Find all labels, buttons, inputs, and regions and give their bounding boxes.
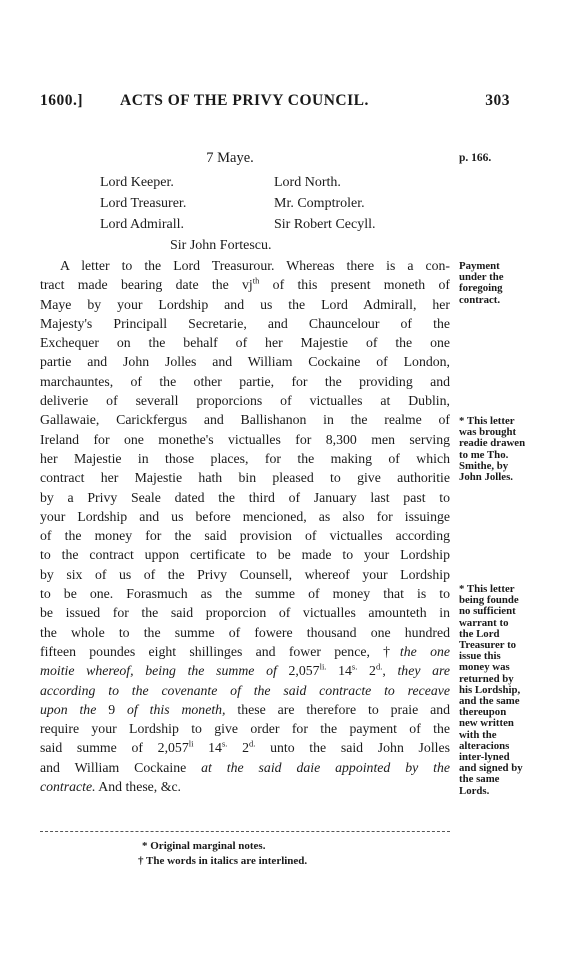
page-reference: p. 166.: [459, 152, 492, 164]
body-line: according to the covenante of the said contracte to receave: [40, 682, 450, 698]
body-line: and William Cockaine at the said daie appointed by the: [40, 759, 450, 775]
body-line: contracte. And these, &c.: [40, 779, 182, 795]
body-line: Gallawaie, Carickfergus and Ballishanon in the realme of: [40, 412, 450, 428]
page-number: 303: [485, 92, 510, 109]
body-line: deliverie of severall proporcions of victualles at Dublin,: [40, 393, 450, 409]
body-line: her Majestie in those places, for the making of which: [40, 450, 450, 466]
margin-note: Payment under the foregoing contract.: [459, 260, 504, 306]
footnote: † The words in italics are interlined.: [138, 855, 308, 867]
body-line: by six of us of the Privy Counsell, whereof your Lordship: [40, 566, 450, 582]
attendee: Lord North.: [274, 175, 341, 190]
body-line: partie and John Jolles and William Cockaine of London,: [40, 354, 450, 370]
body-line: fifteen poundes eight shillinges and fower pence, †the one: [40, 643, 450, 659]
body-line: upon the 9 of this moneth, these are therefore to praie and: [40, 701, 451, 717]
header-year: 1600.]: [40, 92, 84, 109]
body-line: to the contract uppon certificate to be made to your Lordship: [40, 547, 450, 563]
attendee: Lord Treasurer.: [100, 196, 187, 211]
attendee: Sir Robert Cecyll.: [274, 217, 376, 232]
body-line: be issued for the said proporcion of victualles amounteth in: [40, 605, 450, 621]
body-line: said summe of $2,057^{li}$ $14^{s.}$ $2^{d.}$ unto the said John Jolles: [40, 738, 450, 756]
body-line: Majesty's Principall Secretarie, and Chauncelour of the: [40, 315, 450, 331]
margin-note: * This letter being founde no sufficient warrant to the Lord Treasurer to issue this money was returned by his Lordship, and the same thereupon new written with the alteracions inter-lyned and signed by the same Lords.: [459, 583, 523, 797]
footnote-rule: [40, 831, 450, 832]
margin-note: * This letter was brought readie drawen to me Tho. Smithe, by John Jolles.: [459, 415, 526, 484]
body-line: Ireland for one monethe's victualles for 8,300 men serving: [40, 431, 450, 447]
attendee: Lord Admirall.: [100, 217, 184, 232]
running-header: [40, 92, 510, 114]
body-line: marchauntes, of the other partie, for the providing and: [40, 373, 450, 389]
body-line: by a Privy Seale dated the third of January last past to: [40, 489, 450, 505]
body-line: require your Lordship to give order for the payment of the: [40, 721, 450, 737]
body-line: Maye by your Lordship and us the Lord Admirall, her: [40, 296, 450, 312]
body-line: the whole to the summe of fowere thousand one hundred: [40, 624, 450, 640]
meeting-date: 7 Maye.: [206, 150, 254, 166]
body-line: A letter to the Lord Treasurour. Whereas there is a con-: [60, 258, 450, 273]
body-line: of the money for the said provision of victualles according: [40, 528, 450, 544]
body-line: your Lordship and us before mencioned, as also for issuinge: [40, 508, 450, 524]
attendee: Sir John Fortescu.: [170, 238, 272, 253]
attendee: Mr. Comptroler.: [274, 196, 365, 211]
footnote: * Original marginal notes.: [142, 840, 266, 852]
attendee: Lord Keeper.: [100, 175, 174, 190]
letter-body: [40, 256, 450, 796]
body-line: tract made bearing date the $vj^{th}$ of this present moneth of: [40, 275, 450, 293]
body-line: moitie whereof, being the summe of $2,057^{li.}$ $14^{s.}$ $2^{d.}$, they are: [40, 661, 451, 679]
body-line: contract her Majestie hath bin pleased to give authoritie: [40, 470, 450, 486]
body-line: to be one. Forasmuch as the summe of money that is to: [40, 586, 450, 602]
body-line: Exchequer on the behalf of her Majestie of the one: [40, 335, 450, 351]
header-title: ACTS OF THE PRIVY COUNCIL.: [120, 92, 369, 109]
